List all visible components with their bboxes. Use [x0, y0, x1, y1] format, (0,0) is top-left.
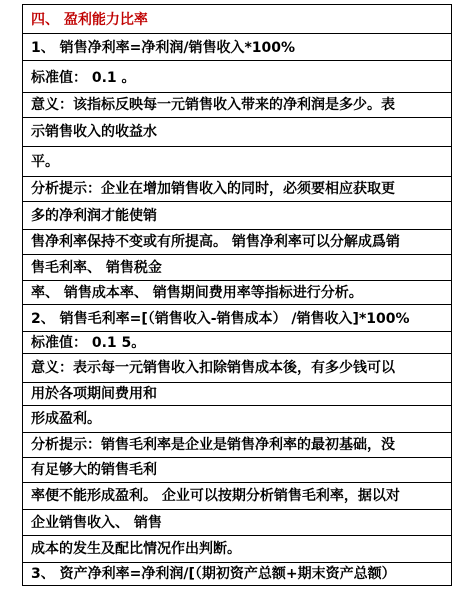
text-line: 意义：表示每一元销售收入扣除销售成本後，有多少钱可以 [31, 360, 395, 376]
text-row [23, 61, 451, 93]
text-row [23, 563, 451, 585]
text-row [23, 406, 451, 433]
text-row [23, 177, 451, 202]
text-row [23, 147, 451, 177]
text-line: 标准值： 0.1 5。 [31, 335, 146, 351]
text-line: 率、 销售成本率、 销售期间费用率等指标进行分析。 [31, 285, 363, 301]
text-line: 形成盈利。 [31, 411, 101, 427]
text-row [23, 281, 451, 305]
text-line: 率便不能形成盈利。 企业可以按期分析销售毛利率，据以对 [31, 488, 400, 504]
text-line: 3、 资产净利率=净利润/[（期初资产总额+期末资产总额） [31, 566, 396, 582]
text-line: 平。 [31, 154, 59, 170]
text-row [23, 458, 451, 483]
text-row [23, 255, 451, 281]
text-line: 1、 销售净利率=净利润/销售收入*100% [31, 40, 296, 56]
text-line: 用於各项期间费用和 [31, 386, 157, 402]
text-line: 售净利率保持不变或有所提高。 销售净利率可以分解成爲销 [31, 234, 400, 250]
text-line: 标准值： 0.1 。 [31, 70, 136, 86]
text-line: 2、 销售毛利率=[（销售收入-销售成本） /销售收入]*100% [31, 311, 410, 327]
text-row [23, 536, 451, 563]
text-line: 示销售收入的收益水 [31, 124, 157, 140]
text-row [23, 433, 451, 458]
text-line: 多的净利润才能使销 [31, 208, 157, 224]
text-row [23, 202, 451, 230]
text-row [23, 510, 451, 536]
document-table [22, 4, 452, 586]
text-row [23, 230, 451, 255]
section-heading: 四、 盈利能力比率 [31, 12, 148, 28]
text-line: 有足够大的销售毛利 [31, 462, 157, 478]
text-line: 售毛利率、 销售税金 [31, 260, 162, 276]
text-line: 成本的发生及配比情况作出判断。 [31, 541, 241, 557]
text-line: 分析提示：销售毛利率是企业是销售净利率的最初基础，没 [31, 437, 395, 453]
text-line: 意义：该指标反映每一元销售收入带来的净利润是多少。表 [31, 97, 395, 113]
text-row [23, 383, 451, 406]
text-row [23, 34, 451, 61]
text-line: 分析提示：企业在增加销售收入的同时，必须要相应获取更 [31, 181, 395, 197]
text-line: 企业销售收入、 销售 [31, 515, 162, 531]
text-row [23, 118, 451, 147]
text-row [23, 305, 451, 332]
text-row [23, 332, 451, 354]
text-row [23, 93, 451, 118]
text-row [23, 483, 451, 510]
heading-row [23, 5, 451, 34]
text-row [23, 354, 451, 383]
